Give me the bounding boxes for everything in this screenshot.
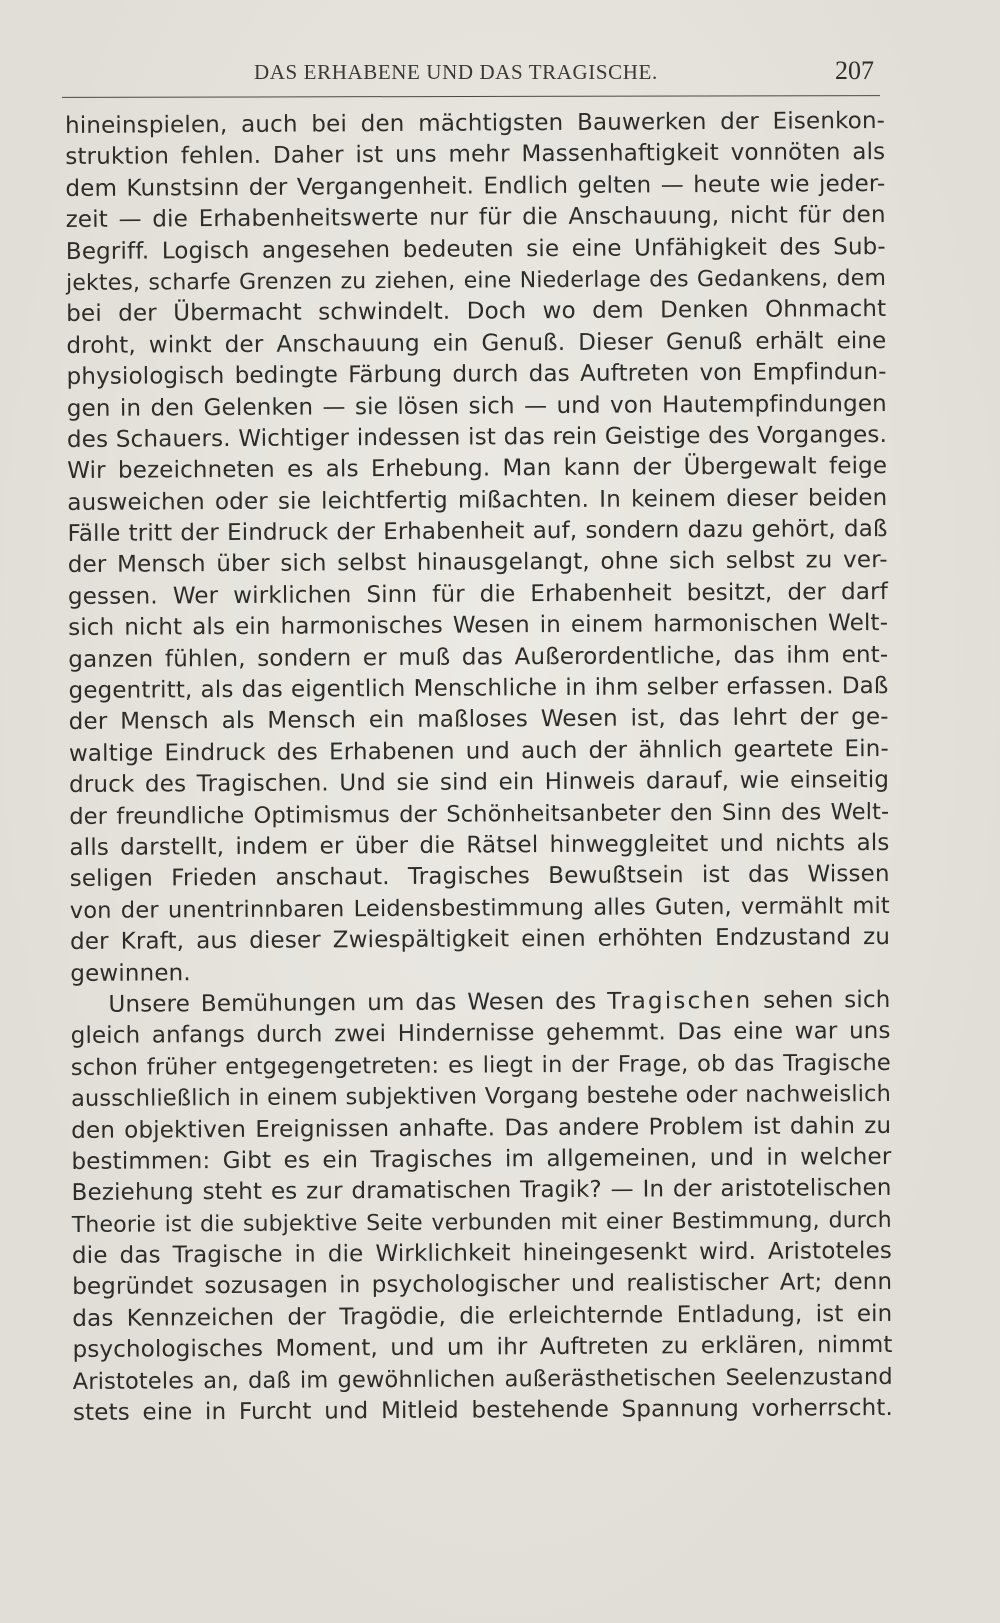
text-line: gessen. Wer wirklichen Sinn für die Erhabenheit besitzt, der darf — [67, 578, 889, 610]
text-line: gen in den Gelenken — sie lösen sich — und von Hautempfindungen — [66, 390, 887, 422]
text-line: gleich anfangs durch zwei Hindernisse gehemmt. Das eine war uns — [70, 1018, 891, 1050]
text-line: druck des Tragischen. Und sie sind ein Hinweis darauf, wie einseitig — [69, 767, 890, 799]
text-line: Wir bezeichneten es als Erhebung. Man kann der Übergewalt feige — [67, 453, 888, 485]
text-line: psychologisches Moment, und um ihr Auftreten zu erklären, nimmt — [72, 1332, 893, 1364]
text-line: Fälle tritt der Eindruck der Erhabenheit auf, sondern dazu gehört, daß — [67, 516, 888, 548]
text-line: waltige Eindruck des Erhabenen und auch der ähnlich geartete Ein- — [68, 735, 889, 767]
text-line: ausschließlich in einem subjektiven Vorgang bestehe oder nachweislich — [70, 1081, 892, 1113]
text-line: des Schauers. Wichtiger indessen ist das rein Geistige des Vorganges. — [66, 421, 888, 453]
text-line: droht, winkt der Anschauung ein Genuß. Dieser Genuß erhält eine — [66, 327, 887, 359]
text-line: der Mensch über sich selbst hinausgelangt, ohne sich selbst zu ver- — [67, 547, 888, 579]
text-line: das Kennzeichen der Tragödie, die erleichternde Entladung, ist ein — [72, 1300, 893, 1332]
text-line: bestimmen: Gibt es ein Tragisches im allgemeinen, und in welcher — [71, 1143, 892, 1175]
text-line: bei der Übermacht schwindelt. Doch wo dem Denken Ohnmacht — [66, 296, 887, 328]
text-line: gegentritt, als das eigentlich Menschliche in ihm selber erfassen. Daß — [68, 673, 889, 705]
page-header — [62, 56, 878, 90]
page-number: 207 — [835, 56, 874, 85]
text-line: seligen Frieden anschaut. Tragisches Bewußtsein ist das Wissen — [69, 861, 890, 893]
text-line: gewinnen. — [70, 959, 191, 987]
text-line: ausweichen oder sie leichtfertig mißachten. In keinem dieser beiden — [67, 484, 888, 516]
text-line: von der unentrinnbaren Leidensbestimmung alles Guten, vermählt mit — [69, 892, 890, 924]
text-line: begründet sozusagen in psychologischer und realistischer Art; denn — [72, 1269, 893, 1301]
text-line: jektes, scharfe Grenzen zu ziehen, eine Niederlage des Gedankens, dem — [65, 265, 887, 296]
text-line: Beziehung steht es zur dramatischen Tragik? — In der aristotelischen — [71, 1175, 892, 1207]
header-rule — [62, 95, 880, 98]
emphasized-word: Tragischen — [607, 987, 753, 1015]
text-line: ganzen fühlen, sondern er muß das Außerordentliche, das ihm ent- — [68, 641, 889, 673]
text-line: die das Tragische in die Wirklichkeit hineingesenkt wird. Aristoteles — [71, 1238, 893, 1270]
text-fragment: Unsere Bemühungen um das Wesen des — [108, 988, 608, 1018]
text-line: zeit — die Erhabenheitswerte nur für die Anschauung, nicht für den — [65, 202, 886, 234]
text-line: stets eine in Furcht und Mitleid bestehende Spannung vorherrscht. — [72, 1394, 894, 1426]
text-line: physiologisch bedingte Färbung durch das Auftreten von Empfindun- — [66, 359, 887, 391]
paragraph-1 — [65, 106, 890, 990]
text-line: Begriff. Logisch angesehen bedeuten sie eine Unfähigkeit des Sub- — [65, 233, 886, 265]
text-line: der Mensch als Mensch ein maßloses Wesen ist, das lehrt der ge- — [68, 704, 889, 736]
text-line: der Kraft, aus dieser Zwiespältigkeit einen erhöhten Endzustand zu — [69, 924, 891, 956]
text-line: Aristoteles an, daß im gewöhnlichen außerästhetischen Seelenzustand — [72, 1363, 893, 1395]
text-line: Theorie ist die subjektive Seite verbunden mit einer Bestimmung, durch — [71, 1207, 892, 1238]
text-line: hineinspielen, auch bei den mächtigsten Bauwerken der Eisenkon- — [65, 107, 886, 139]
text-line: dem Kunstsinn der Vergangenheit. Endlich gelten — heute wie jeder- — [65, 170, 886, 202]
text-fragment: sehen sich — [752, 986, 891, 1014]
text-line: alls darstellt, indem er über die Rätsel hinweggleitet und nichts als — [69, 829, 890, 861]
text-line: der freundliche Optimismus der Schönheitsanbeter den Sinn des Welt- — [69, 798, 890, 830]
paragraph-2 — [70, 985, 893, 1429]
text-line: den objektiven Ereignissen anhafte. Das andere Problem ist dahin zu — [71, 1112, 892, 1144]
running-title: DAS ERHABENE UND DAS TRAGISCHE. — [254, 60, 658, 84]
text-line — [70, 985, 890, 1021]
body-text — [65, 106, 893, 1429]
text-line: schon früher entgegengetreten: es liegt in der Frage, ob das Tragische — [70, 1049, 891, 1081]
text-line: struktion fehlen. Daher ist uns mehr Massenhaftigkeit vonnöten als — [65, 139, 886, 171]
text-line: sich nicht als ein harmonisches Wesen in einem harmonischen Welt- — [68, 610, 889, 642]
